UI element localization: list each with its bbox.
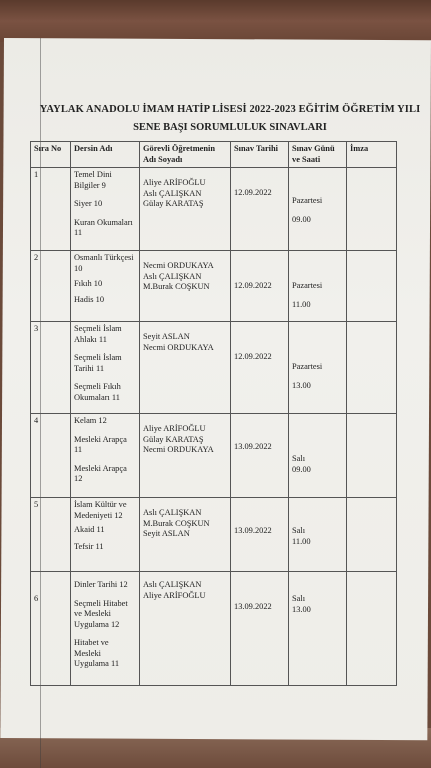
course-name: Hitabet ve Mesleki Uygulama 11 <box>74 638 120 668</box>
header-imza: İmza <box>347 142 397 168</box>
course-list <box>71 498 140 572</box>
signature-cell <box>347 498 397 572</box>
course-list <box>71 322 140 414</box>
course-list <box>71 572 140 686</box>
course-name: Seçmeli İslam Ahlakı 11 <box>74 324 122 344</box>
exam-day: Pazartesi <box>292 362 323 371</box>
course-name: Kelam 12 <box>74 416 107 425</box>
teacher-name: Aslı ÇALIŞKAN <box>143 271 202 281</box>
header-dersin-adi: Dersin Adı <box>71 142 140 168</box>
teacher-name: Aslı ÇALIŞKAN <box>143 580 202 589</box>
table-row <box>31 414 397 498</box>
exam-day: Salı <box>292 526 306 535</box>
table-row <box>31 251 397 322</box>
course-name: Seçmeli Fıkıh Okumaları 11 <box>74 382 121 402</box>
teacher-name: Seyit ASLAN <box>143 332 190 341</box>
teacher-list <box>140 498 231 572</box>
exam-date: 12.09.2022 <box>231 322 289 414</box>
exam-day-time <box>289 414 347 498</box>
exam-date: 12.09.2022 <box>231 251 289 322</box>
course-name: Mesleki Arapça 11 <box>74 434 127 454</box>
exam-day: Pazartesi <box>292 196 323 205</box>
document-title: YAYLAK ANADOLU İMAM HATİP LİSESİ 2022-2023 EĞİTİM ÖĞRETİM YILI <box>39 104 421 115</box>
background-surface-top <box>0 0 431 42</box>
teacher-list <box>140 168 231 251</box>
course-name: Akaid 11 <box>74 525 105 534</box>
header-sira-no: Sıra No <box>31 142 71 168</box>
header-sinav-gunu: Sınav Günü ve Saati <box>289 142 347 168</box>
exam-date: 13.09.2022 <box>231 498 289 572</box>
row-number: 4 <box>31 414 71 498</box>
signature-cell <box>347 251 397 322</box>
exam-day-time <box>289 251 347 322</box>
course-list <box>71 168 140 251</box>
exam-time: 11.00 <box>292 299 311 309</box>
teacher-list <box>140 251 231 322</box>
course-name: Kuran Okumaları 11 <box>74 217 133 237</box>
table-row <box>31 572 397 686</box>
teacher-name: Aslı ÇALIŞKAN <box>143 188 202 198</box>
exam-day: Pazartesi <box>292 281 323 290</box>
exam-date: 13.09.2022 <box>231 572 289 686</box>
teacher-name: Aliye ARİFOĞLU <box>143 424 206 433</box>
signature-cell <box>347 322 397 414</box>
row-number: 5 <box>31 498 71 572</box>
document-subtitle: SENE BAŞI SORUMLULUK SINAVLARI <box>133 122 327 133</box>
row-number: 1 <box>31 168 71 251</box>
table-header-row <box>31 142 397 168</box>
row-number: 2 <box>31 251 71 322</box>
exam-day-time <box>289 322 347 414</box>
header-sinav-tarihi: Sınav Tarihi <box>231 142 289 168</box>
course-list <box>71 251 140 322</box>
course-name: Seçmeli Hitabet ve Mesleki Uygulama 12 <box>74 598 128 629</box>
exam-schedule-table <box>30 141 397 686</box>
exam-time: 09.00 <box>292 214 311 224</box>
signature-cell <box>347 168 397 251</box>
row-number: 3 <box>31 322 71 414</box>
exam-day-time <box>289 168 347 251</box>
signature-cell <box>347 414 397 498</box>
exam-time: 11.00 <box>292 536 311 546</box>
exam-time: 09.00 <box>292 464 311 474</box>
signature-cell <box>347 572 397 686</box>
teacher-name: Necmi ORDUKAYA <box>143 445 214 454</box>
course-name: Seçmeli İslam Tarihi 11 <box>74 353 122 373</box>
exam-time: 13.00 <box>292 380 311 390</box>
teacher-name: M.Burak COŞKUN <box>143 282 210 291</box>
exam-date: 13.09.2022 <box>231 414 289 498</box>
teacher-name: Aslı ÇALIŞKAN <box>143 508 202 517</box>
exam-day: Salı <box>292 594 306 603</box>
table-row <box>31 168 397 251</box>
teacher-name: M.Burak COŞKUN <box>143 518 210 528</box>
header-ogretmen: Görevli Öğretmenin Adı Soyadı <box>140 142 231 168</box>
exam-day-time <box>289 498 347 572</box>
course-name: Osmanlı Türkçesi 10 <box>74 253 134 273</box>
teacher-name: Gülay KARATAŞ <box>143 199 204 208</box>
teacher-list <box>140 414 231 498</box>
course-name: İslam Kültür ve Medeniyeti 12 <box>74 500 127 520</box>
teacher-name: Necmi ORDUKAYA <box>143 261 214 270</box>
row-number: 6 <box>31 572 71 686</box>
table-row <box>31 498 397 572</box>
teacher-list <box>140 322 231 414</box>
course-name: Tefsir 11 <box>74 541 104 551</box>
exam-time: 13.00 <box>292 604 311 614</box>
course-name: Fıkıh 10 <box>74 279 103 288</box>
teacher-name: Aliye ARİFOĞLU <box>143 178 206 187</box>
course-name: Dinler Tarihi 12 <box>74 580 128 589</box>
course-name: Siyer 10 <box>74 199 103 208</box>
course-name: Hadis 10 <box>74 294 105 304</box>
teacher-name: Aliye ARİFOĞLU <box>143 590 206 600</box>
teacher-name: Gülay KARATAŞ <box>143 434 204 444</box>
course-list <box>71 414 140 498</box>
course-name: Mesleki Arapça 12 <box>74 463 127 483</box>
course-name: Temel Dini Bilgiler 9 <box>74 170 112 190</box>
table-row <box>31 322 397 414</box>
teacher-list <box>140 572 231 686</box>
exam-day: Salı <box>292 454 306 463</box>
teacher-name: Seyit ASLAN <box>143 529 190 538</box>
exam-day-time <box>289 572 347 686</box>
exam-date: 12.09.2022 <box>231 168 289 251</box>
teacher-name: Necmi ORDUKAYA <box>143 342 214 352</box>
